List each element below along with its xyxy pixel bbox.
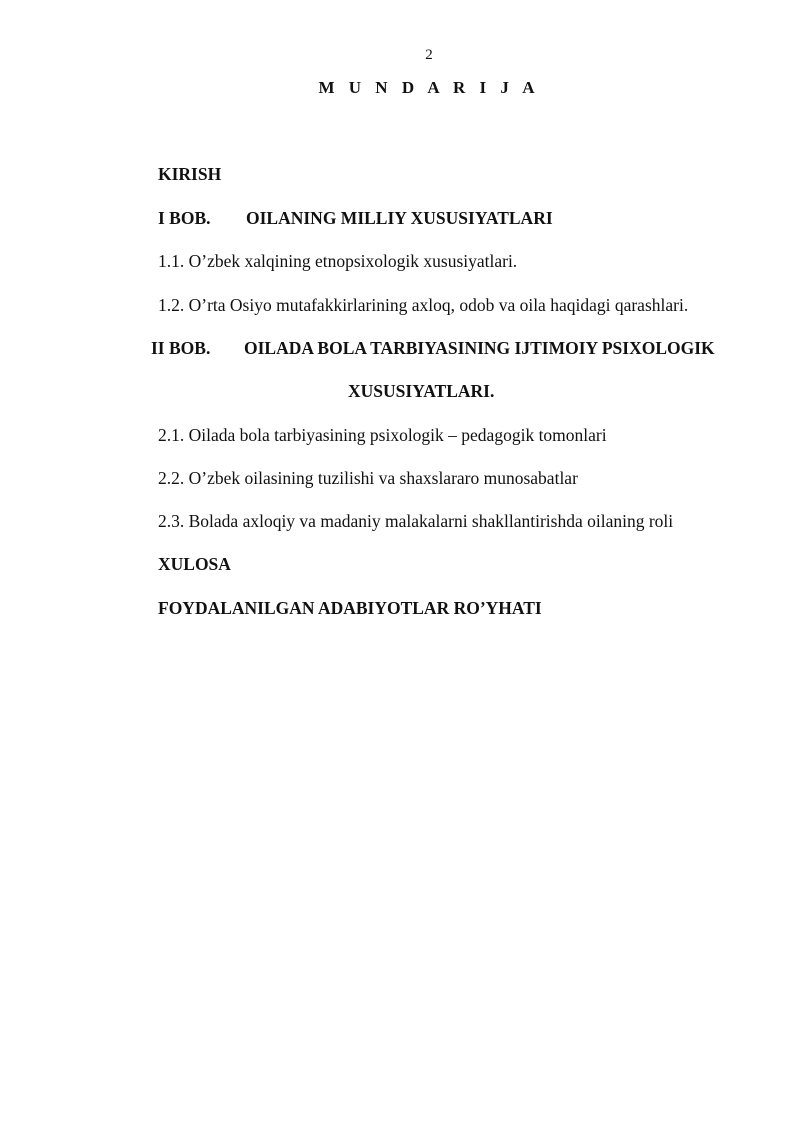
page-number: 2 xyxy=(425,47,433,63)
toc-item-kirish: KIRISH xyxy=(158,164,222,184)
chapter-1-title: OILANING MILLIY XUSUSIYATLARI xyxy=(246,208,553,228)
toc-item-section-1-2: 1.2. O’rta Osiyo mutafakkirlarining axloq, odob va oila haqidagi qarashlari. xyxy=(158,295,689,315)
toc-item-xulosa: XULOSA xyxy=(158,554,231,574)
toc-item-section-2-3: 2.3. Bolada axloqiy va madaniy malakalarni shakllantirishda oilaning roli xyxy=(158,511,674,531)
toc-item-bibliography: FOYDALANILGAN ADABIYOTLAR RO’YHATI xyxy=(158,598,542,618)
page-title: M U N D A R I J A xyxy=(318,78,540,97)
chapter-2-title-line-1: OILADA BOLA TARBIYASINING IJTIMOIY PSIXOLOGIK xyxy=(244,338,715,358)
toc-item-chapter-1 xyxy=(158,207,553,229)
chapter-1-label: I BOB. xyxy=(158,208,211,228)
chapter-2-title-line-2: XUSUSIYATLARI. xyxy=(348,381,495,401)
toc-item-section-1-1: 1.1. O’zbek xalqining etnopsixologik xususiyatlari. xyxy=(158,251,518,271)
toc-item-section-2-2: 2.2. O’zbek oilasining tuzilishi va shaxslararo munosabatlar xyxy=(158,468,578,488)
toc-item-section-2-1: 2.1. Oilada bola tarbiyasining psixologik – pedagogik tomonlari xyxy=(158,425,607,445)
chapter-2-label: II BOB. xyxy=(151,338,211,358)
toc-item-chapter-2 xyxy=(151,337,715,359)
